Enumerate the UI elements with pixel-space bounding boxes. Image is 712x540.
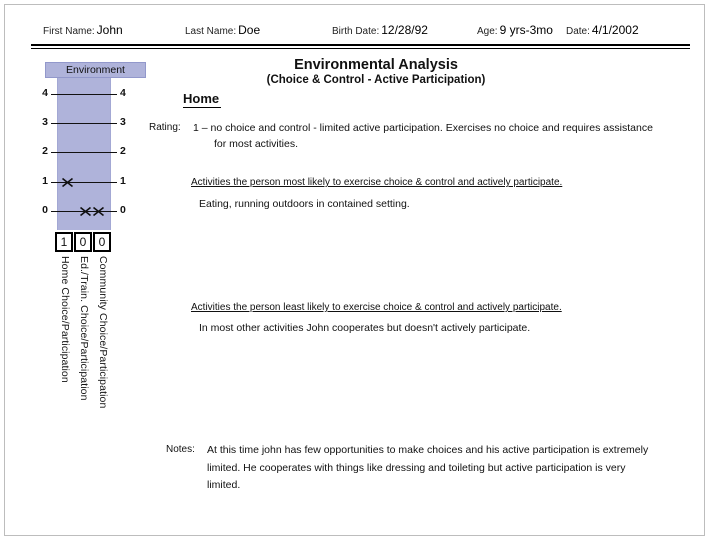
rating-label: Rating: <box>149 122 181 133</box>
chart-environment-header: Environment <box>45 62 146 78</box>
score-box-community: 0 <box>93 232 111 252</box>
age-value: 9 yrs-3mo <box>499 23 553 37</box>
x-mark <box>92 206 105 217</box>
field-last-name <box>185 21 260 39</box>
page-title: Environmental Analysis <box>294 57 458 73</box>
score-box-ed-train: 0 <box>74 232 92 252</box>
notes-text: At this time john has few opportunities to make choices and his active participation is extremely limited. He cooperates with things like dressing and toileting but active participation is very limited. <box>207 444 649 491</box>
tick-right-0: 0 <box>120 204 126 216</box>
age-label: Age: <box>477 26 498 37</box>
field-age <box>477 21 553 39</box>
axis-label-ed-train: Ed./Train. Choice/Participation <box>78 256 90 401</box>
header-divider-thin <box>31 48 690 49</box>
first-name-value: John <box>96 23 123 37</box>
field-date <box>566 21 639 39</box>
tick-left-3: 3 <box>42 116 48 128</box>
least-likely-text: In most other activities John cooperates but doesn't actively participate. <box>199 322 531 334</box>
notes-label: Notes: <box>166 444 195 455</box>
date-label: Date: <box>566 26 590 37</box>
section-heading-home: Home <box>183 91 220 106</box>
field-first-name <box>43 21 123 39</box>
axis-label-community: Community Choice/Participation <box>97 256 109 409</box>
date-value: 4/1/2002 <box>591 23 639 37</box>
tick-right-2: 2 <box>120 145 126 157</box>
rating-text: 1 – no choice and control - limited active participation. Exercises no choice and requires assistance for most activities. <box>193 122 653 150</box>
tick-left-1: 1 <box>42 175 48 187</box>
tick-right-1: 1 <box>120 175 126 187</box>
last-name-label: Last Name: <box>185 26 237 37</box>
least-likely-heading: Activities the person least likely to exercise choice & control and actively participate. <box>191 302 562 313</box>
last-name-value: Doe <box>238 23 261 37</box>
x-mark <box>61 177 74 188</box>
tick-right-4: 4 <box>120 87 126 99</box>
grid-line-3 <box>51 123 117 124</box>
tick-left-4: 4 <box>42 87 48 99</box>
tick-right-3: 3 <box>120 116 126 128</box>
page-subtitle: (Choice & Control - Active Participation) <box>266 74 486 86</box>
grid-line-2 <box>51 152 117 153</box>
birth-date-value: 12/28/92 <box>381 23 428 37</box>
grid-line-4 <box>51 94 117 95</box>
x-mark <box>79 206 92 217</box>
first-name-label: First Name: <box>43 26 95 37</box>
score-box-home: 1 <box>55 232 73 252</box>
field-birth-date <box>332 21 428 39</box>
most-likely-text: Eating, running outdoors in contained setting. <box>199 198 410 210</box>
axis-label-home: Home Choice/Participation <box>59 256 71 383</box>
tick-left-0: 0 <box>42 204 48 216</box>
birth-date-label: Birth Date: <box>332 26 380 37</box>
most-likely-heading: Activities the person most likely to exercise choice & control and actively participate. <box>191 177 563 188</box>
header-divider-thick <box>31 44 690 46</box>
tick-left-2: 2 <box>42 145 48 157</box>
